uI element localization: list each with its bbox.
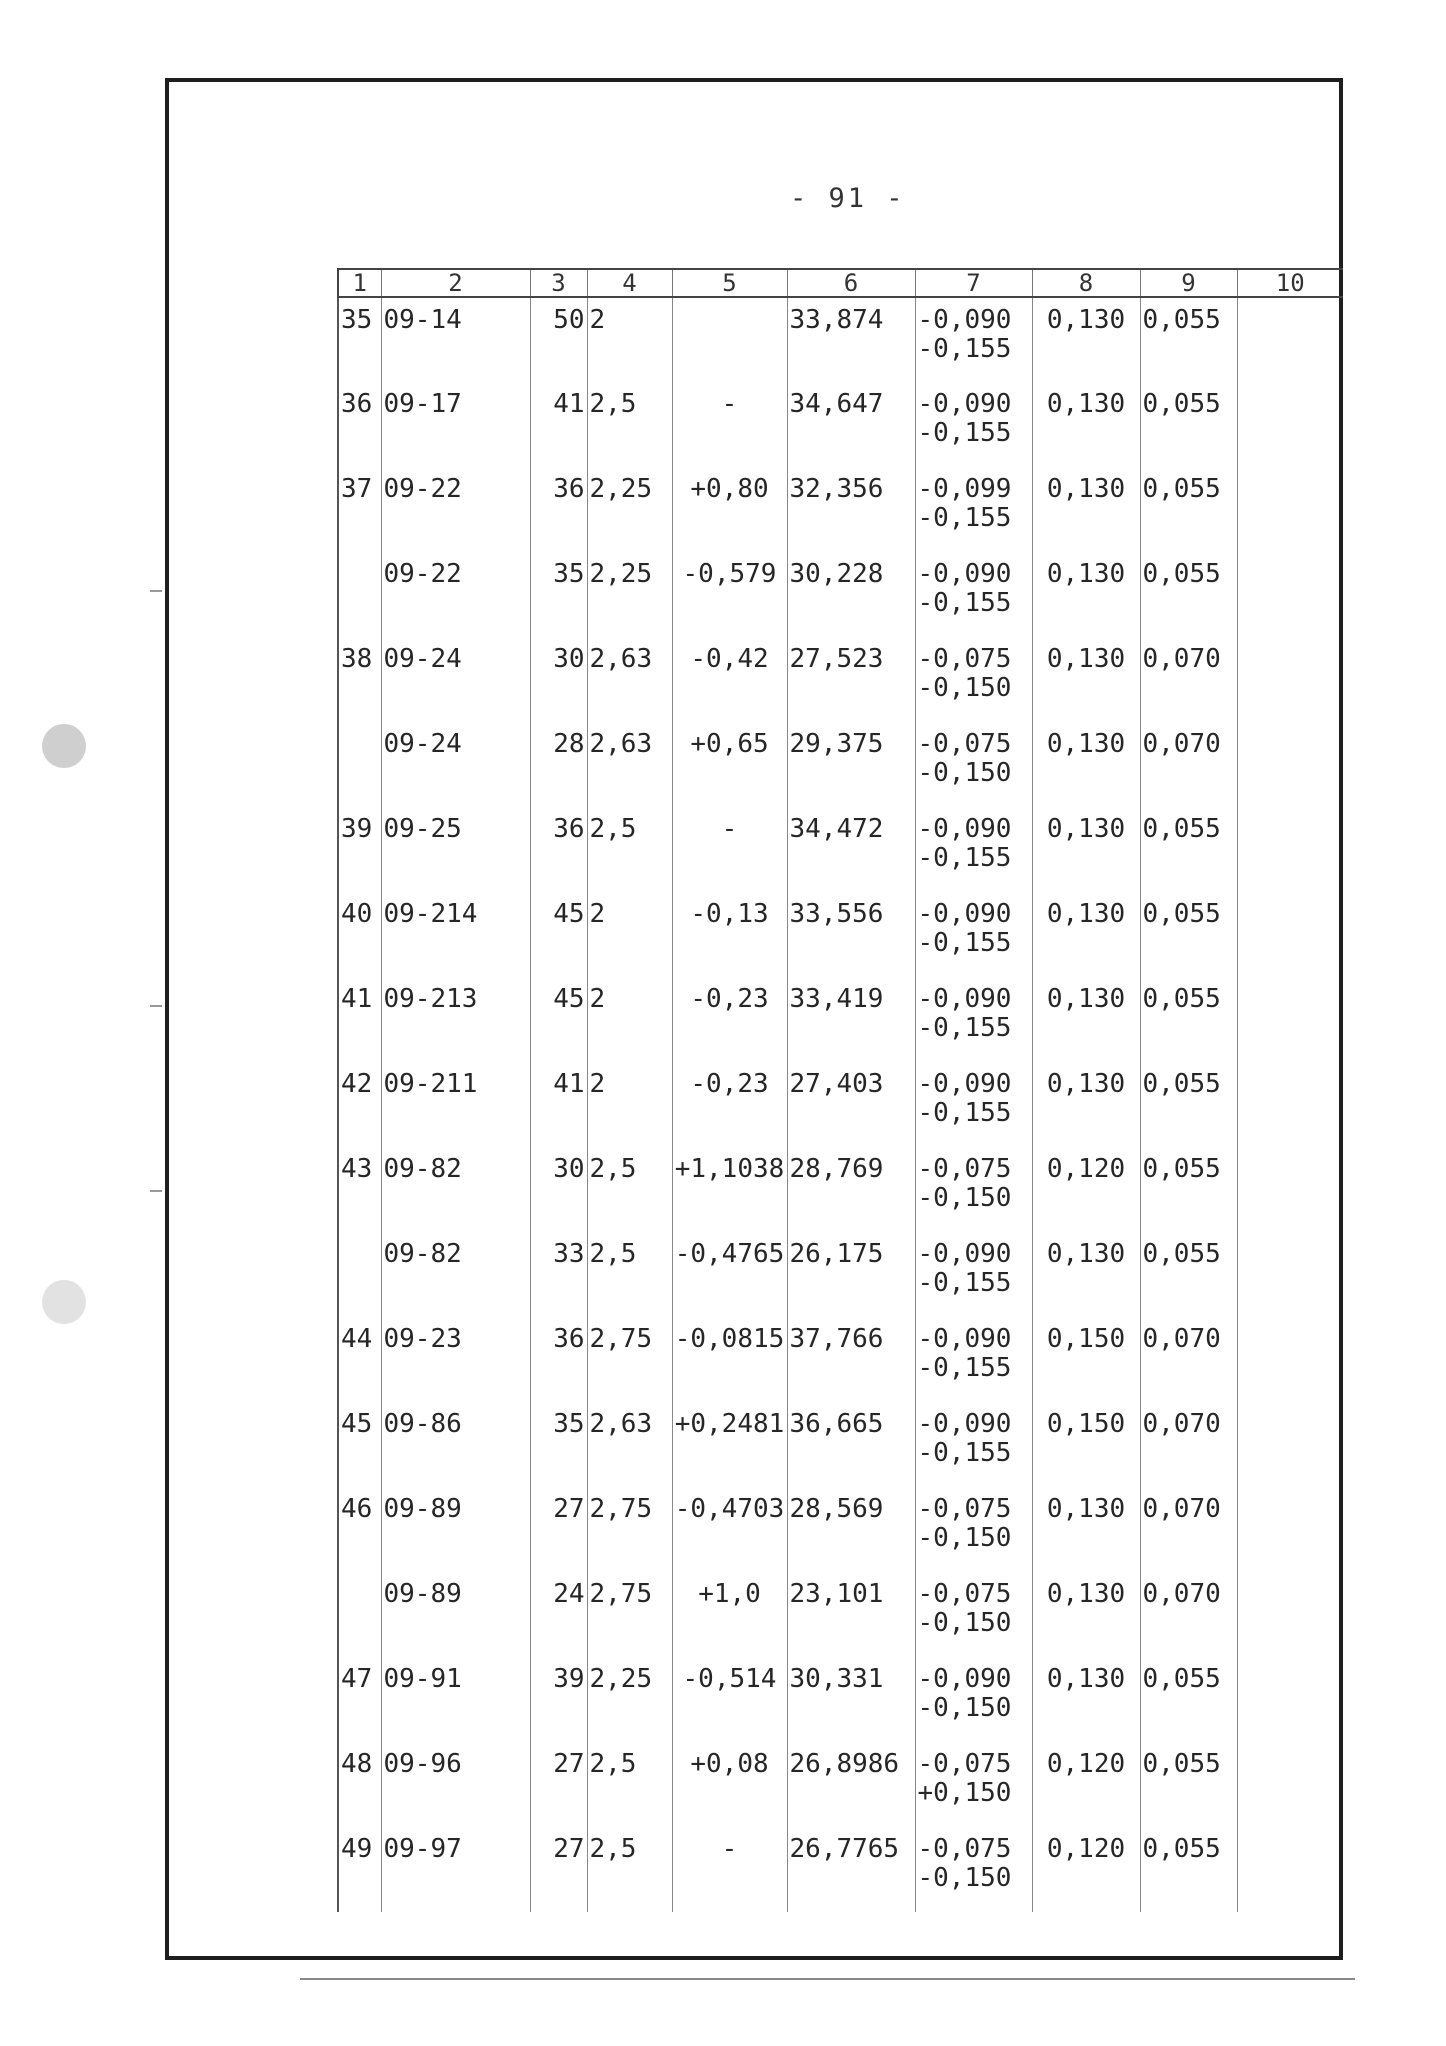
cell-col-4: 2,5 [587, 1827, 672, 1912]
cell-col-7 [915, 1827, 1032, 1912]
cell-col-1 [338, 722, 381, 807]
cell-col-6: 27,523 [787, 637, 915, 722]
cell-line: -0,150 [917, 1523, 1012, 1553]
column-header: 4 [587, 269, 672, 297]
cell-col-9: 0,055 [1140, 892, 1237, 977]
cell-col-2: 09-82 [381, 1147, 530, 1232]
cell-col-9: 0,055 [1140, 977, 1237, 1062]
cell-col-5: - [672, 807, 787, 892]
cell-col-5: -0,4703 [672, 1487, 787, 1572]
cell-col-5: -0,23 [672, 1062, 787, 1147]
cell-col-7 [915, 1742, 1032, 1827]
column-header: 7 [915, 269, 1032, 297]
cell-line: -0,090 [917, 1664, 1012, 1694]
cell-col-10 [1237, 722, 1343, 807]
cell-col-8: 0,130 [1032, 1487, 1140, 1572]
cell-col-9: 0,055 [1140, 382, 1237, 467]
cell-line: +0,150 [917, 1778, 1012, 1808]
cell-col-10 [1237, 552, 1343, 637]
cell-col-9: 0,055 [1140, 1827, 1237, 1912]
cell-col-10 [1237, 807, 1343, 892]
cell-line: -0,155 [917, 1353, 1012, 1383]
cell-col-8: 0,130 [1032, 807, 1140, 892]
column-header: 6 [787, 269, 915, 297]
cell-col-2: 09-89 [381, 1572, 530, 1657]
cell-line: -0,150 [917, 1608, 1012, 1638]
cell-col-10 [1237, 467, 1343, 552]
cell-col-4: 2,5 [587, 807, 672, 892]
cell-col-2: 09-91 [381, 1657, 530, 1742]
cell-col-7 [915, 1062, 1032, 1147]
cell-col-9: 0,055 [1140, 552, 1237, 637]
cell-col-1 [338, 1572, 381, 1657]
cell-col-4: 2,63 [587, 1402, 672, 1487]
cell-col-8: 0,130 [1032, 977, 1140, 1062]
cell-col-2: 09-82 [381, 1232, 530, 1317]
cell-col-8: 0,130 [1032, 1572, 1140, 1657]
cell-col-7 [915, 1487, 1032, 1572]
cell-col-1: 43 [338, 1147, 381, 1232]
punch-hole-bottom [42, 1280, 86, 1324]
cell-col-1: 47 [338, 1657, 381, 1742]
cell-line: -0,155 [917, 1438, 1012, 1468]
cell-col-4: 2,5 [587, 1147, 672, 1232]
cell-col-7 [915, 892, 1032, 977]
cell-col-4: 2,75 [587, 1572, 672, 1657]
cell-col-6: 26,175 [787, 1232, 915, 1317]
cell-col-8: 0,130 [1032, 297, 1140, 382]
cell-col-7 [915, 1402, 1032, 1487]
cell-col-6: 30,228 [787, 552, 915, 637]
cell-col-5: -0,13 [672, 892, 787, 977]
cell-col-9: 0,070 [1140, 1317, 1237, 1402]
table-row [338, 1572, 1343, 1657]
cell-col-2: 09-89 [381, 1487, 530, 1572]
cell-col-10 [1237, 1572, 1343, 1657]
cell-line: -0,155 [917, 334, 1012, 364]
cell-col-2: 09-23 [381, 1317, 530, 1402]
table-row [338, 1487, 1343, 1572]
cell-line: -0,155 [917, 1098, 1012, 1128]
cell-col-1: 37 [338, 467, 381, 552]
cell-col-10 [1237, 1742, 1343, 1827]
cell-line: -0,075 [917, 1749, 1012, 1779]
cell-col-8: 0,130 [1032, 1062, 1140, 1147]
cell-line: -0,090 [917, 1324, 1012, 1354]
cell-col-7 [915, 637, 1032, 722]
cell-col-8: 0,130 [1032, 382, 1140, 467]
cell-col-3: 27 [530, 1742, 587, 1827]
cell-col-10 [1237, 637, 1343, 722]
table-row [338, 552, 1343, 637]
cell-col-7 [915, 1317, 1032, 1402]
cell-col-7 [915, 1572, 1032, 1657]
cell-col-6: 28,569 [787, 1487, 915, 1572]
cell-col-8: 0,120 [1032, 1147, 1140, 1232]
cell-col-9: 0,055 [1140, 297, 1237, 382]
cell-col-10 [1237, 1147, 1343, 1232]
table-row [338, 467, 1343, 552]
cell-col-3: 28 [530, 722, 587, 807]
cell-col-3: 36 [530, 1317, 587, 1402]
cell-col-4: 2,25 [587, 552, 672, 637]
cell-col-7 [915, 722, 1032, 807]
cell-col-10 [1237, 1317, 1343, 1402]
cell-col-7 [915, 467, 1032, 552]
cell-line: -0,075 [917, 1834, 1012, 1864]
cell-col-8: 0,120 [1032, 1827, 1140, 1912]
column-header: 2 [381, 269, 530, 297]
cell-col-2: 09-17 [381, 382, 530, 467]
cell-col-9: 0,055 [1140, 1657, 1237, 1742]
table-row [338, 297, 1343, 382]
cell-col-4: 2 [587, 892, 672, 977]
cell-col-6: 33,419 [787, 977, 915, 1062]
cell-col-1: 49 [338, 1827, 381, 1912]
cell-line: -0,075 [917, 1154, 1012, 1184]
cell-col-3: 41 [530, 382, 587, 467]
cell-col-7 [915, 1657, 1032, 1742]
cell-col-10 [1237, 1402, 1343, 1487]
cell-line: -0,150 [917, 1183, 1012, 1213]
cell-line: -0,090 [917, 899, 1012, 929]
table-row [338, 722, 1343, 807]
cell-col-6: 28,769 [787, 1147, 915, 1232]
column-header: 8 [1032, 269, 1140, 297]
cell-col-3: 24 [530, 1572, 587, 1657]
cell-line: -0,090 [917, 984, 1012, 1014]
cell-col-2: 09-24 [381, 722, 530, 807]
cell-col-1: 39 [338, 807, 381, 892]
cell-line: -0,090 [917, 814, 1012, 844]
cell-col-8: 0,130 [1032, 892, 1140, 977]
cell-col-9: 0,055 [1140, 807, 1237, 892]
cell-col-6: 34,647 [787, 382, 915, 467]
cell-col-7 [915, 1147, 1032, 1232]
cell-line: -0,150 [917, 673, 1012, 703]
cell-col-1: 36 [338, 382, 381, 467]
cell-col-5: +1,1038 [672, 1147, 787, 1232]
cell-col-2: 09-24 [381, 637, 530, 722]
table-row [338, 807, 1343, 892]
cell-col-10 [1237, 1487, 1343, 1572]
cell-col-7 [915, 977, 1032, 1062]
cell-col-1: 38 [338, 637, 381, 722]
cell-col-2: 09-14 [381, 297, 530, 382]
column-header: 1 [338, 269, 381, 297]
cell-line: -0,090 [917, 1069, 1012, 1099]
column-header: 9 [1140, 269, 1237, 297]
cell-col-9: 0,070 [1140, 1487, 1237, 1572]
cell-col-4: 2,25 [587, 467, 672, 552]
cell-col-6: 36,665 [787, 1402, 915, 1487]
table-row [338, 1232, 1343, 1317]
cell-col-5 [672, 297, 787, 382]
cell-col-6: 37,766 [787, 1317, 915, 1402]
cell-col-7 [915, 297, 1032, 382]
cell-line: -0,075 [917, 1494, 1012, 1524]
cell-col-4: 2,75 [587, 1317, 672, 1402]
table-row [338, 977, 1343, 1062]
cell-col-8: 0,130 [1032, 552, 1140, 637]
table-header-row [338, 269, 1343, 297]
cell-col-4: 2,5 [587, 382, 672, 467]
cell-col-5: -0,579 [672, 552, 787, 637]
cell-col-10 [1237, 892, 1343, 977]
data-table [337, 268, 1343, 1912]
cell-col-3: 27 [530, 1827, 587, 1912]
cell-line: -0,155 [917, 928, 1012, 958]
cell-col-6: 33,556 [787, 892, 915, 977]
cell-col-6: 27,403 [787, 1062, 915, 1147]
cell-col-10 [1237, 977, 1343, 1062]
cell-col-10 [1237, 1827, 1343, 1912]
cell-line: -0,155 [917, 1013, 1012, 1043]
cell-col-1: 40 [338, 892, 381, 977]
punch-hole-top [42, 724, 86, 768]
cell-col-1: 35 [338, 297, 381, 382]
cell-col-3: 36 [530, 807, 587, 892]
cell-col-2: 09-25 [381, 807, 530, 892]
cell-col-4: 2 [587, 1062, 672, 1147]
cell-line: -0,090 [917, 1409, 1012, 1439]
cell-line: -0,150 [917, 1693, 1012, 1723]
cell-line: -0,150 [917, 1863, 1012, 1893]
table-row [338, 1657, 1343, 1742]
cell-col-8: 0,120 [1032, 1742, 1140, 1827]
cell-col-9: 0,055 [1140, 467, 1237, 552]
cell-col-3: 30 [530, 637, 587, 722]
cell-col-9: 0,055 [1140, 1062, 1237, 1147]
cell-col-1: 46 [338, 1487, 381, 1572]
cell-col-5: +0,2481 [672, 1402, 787, 1487]
cell-col-2: 09-96 [381, 1742, 530, 1827]
cell-col-1 [338, 552, 381, 637]
cell-col-4: 2,5 [587, 1742, 672, 1827]
cell-line: -0,090 [917, 305, 1012, 335]
cell-col-4: 2,63 [587, 637, 672, 722]
cell-col-8: 0,150 [1032, 1402, 1140, 1487]
cell-col-5: +1,0 [672, 1572, 787, 1657]
table-row [338, 1062, 1343, 1147]
cell-col-5: -0,4765 [672, 1232, 787, 1317]
cell-col-1: 45 [338, 1402, 381, 1487]
cell-col-3: 27 [530, 1487, 587, 1572]
margin-tick [150, 1190, 162, 1192]
margin-tick [150, 590, 162, 592]
cell-col-3: 39 [530, 1657, 587, 1742]
column-header: 10 [1237, 269, 1343, 297]
cell-col-7 [915, 382, 1032, 467]
cell-col-1: 48 [338, 1742, 381, 1827]
cell-line: -0,075 [917, 644, 1012, 674]
cell-col-8: 0,130 [1032, 1232, 1140, 1317]
cell-col-9: 0,070 [1140, 1402, 1237, 1487]
cell-col-5: +0,80 [672, 467, 787, 552]
cell-col-4: 2,5 [587, 1232, 672, 1317]
cell-col-5: -0,514 [672, 1657, 787, 1742]
table-row [338, 892, 1343, 977]
table-row [338, 1317, 1343, 1402]
cell-line: -0,090 [917, 559, 1012, 589]
cell-col-1: 42 [338, 1062, 381, 1147]
cell-col-3: 41 [530, 1062, 587, 1147]
cell-col-9: 0,070 [1140, 722, 1237, 807]
cell-col-5: - [672, 382, 787, 467]
cell-col-6: 29,375 [787, 722, 915, 807]
cell-col-2: 09-213 [381, 977, 530, 1062]
cell-col-3: 50 [530, 297, 587, 382]
cell-line: -0,155 [917, 418, 1012, 448]
cell-col-2: 09-97 [381, 1827, 530, 1912]
cell-line: -0,075 [917, 1579, 1012, 1609]
cell-col-5: +0,08 [672, 1742, 787, 1827]
table-row [338, 637, 1343, 722]
cell-line: -0,155 [917, 843, 1012, 873]
cell-col-6: 33,874 [787, 297, 915, 382]
cell-col-6: 30,331 [787, 1657, 915, 1742]
cell-line: -0,155 [917, 1268, 1012, 1298]
cell-col-5: - [672, 1827, 787, 1912]
cell-line: -0,099 [917, 474, 1012, 504]
cell-col-9: 0,055 [1140, 1147, 1237, 1232]
cell-col-2: 09-22 [381, 552, 530, 637]
cell-col-3: 45 [530, 892, 587, 977]
cell-col-3: 36 [530, 467, 587, 552]
cell-col-4: 2,75 [587, 1487, 672, 1572]
cell-col-9: 0,055 [1140, 1742, 1237, 1827]
cell-col-8: 0,130 [1032, 722, 1140, 807]
table-row [338, 1827, 1343, 1912]
cell-col-8: 0,130 [1032, 637, 1140, 722]
cell-col-6: 23,101 [787, 1572, 915, 1657]
cell-col-9: 0,070 [1140, 637, 1237, 722]
table-row [338, 1402, 1343, 1487]
cell-col-9: 0,070 [1140, 1572, 1237, 1657]
cell-line: -0,150 [917, 758, 1012, 788]
cell-col-8: 0,150 [1032, 1317, 1140, 1402]
cell-line: -0,090 [917, 389, 1012, 419]
cell-col-1: 44 [338, 1317, 381, 1402]
cell-col-2: 09-211 [381, 1062, 530, 1147]
cell-col-3: 33 [530, 1232, 587, 1317]
cell-col-6: 26,8986 [787, 1742, 915, 1827]
cell-line: -0,155 [917, 503, 1012, 533]
cell-col-7 [915, 552, 1032, 637]
cell-col-4: 2,63 [587, 722, 672, 807]
page-number: - 91 - [790, 183, 906, 214]
cell-col-8: 0,130 [1032, 1657, 1140, 1742]
cell-col-4: 2 [587, 977, 672, 1062]
cell-col-6: 34,472 [787, 807, 915, 892]
cell-col-5: -0,42 [672, 637, 787, 722]
cell-col-3: 30 [530, 1147, 587, 1232]
cell-col-8: 0,130 [1032, 467, 1140, 552]
cell-col-7 [915, 807, 1032, 892]
cell-col-6: 26,7765 [787, 1827, 915, 1912]
cell-col-4: 2,25 [587, 1657, 672, 1742]
table-row [338, 1742, 1343, 1827]
cell-col-10 [1237, 1062, 1343, 1147]
bottom-rule [300, 1978, 1355, 1980]
cell-col-2: 09-86 [381, 1402, 530, 1487]
table-row [338, 1147, 1343, 1232]
cell-line: -0,090 [917, 1239, 1012, 1269]
column-header: 3 [530, 269, 587, 297]
cell-col-2: 09-22 [381, 467, 530, 552]
cell-col-10 [1237, 382, 1343, 467]
cell-col-5: -0,23 [672, 977, 787, 1062]
cell-line: -0,155 [917, 588, 1012, 618]
cell-col-9: 0,055 [1140, 1232, 1237, 1317]
cell-col-1 [338, 1232, 381, 1317]
cell-col-5: -0,0815 [672, 1317, 787, 1402]
cell-col-7 [915, 1232, 1032, 1317]
cell-col-4: 2 [587, 297, 672, 382]
cell-col-3: 35 [530, 552, 587, 637]
cell-col-10 [1237, 297, 1343, 382]
cell-line: -0,075 [917, 729, 1012, 759]
table-row [338, 382, 1343, 467]
cell-col-10 [1237, 1657, 1343, 1742]
cell-col-10 [1237, 1232, 1343, 1317]
cell-col-3: 35 [530, 1402, 587, 1487]
column-header: 5 [672, 269, 787, 297]
cell-col-1: 41 [338, 977, 381, 1062]
cell-col-2: 09-214 [381, 892, 530, 977]
cell-col-6: 32,356 [787, 467, 915, 552]
cell-col-3: 45 [530, 977, 587, 1062]
margin-tick [150, 1005, 162, 1007]
cell-col-5: +0,65 [672, 722, 787, 807]
